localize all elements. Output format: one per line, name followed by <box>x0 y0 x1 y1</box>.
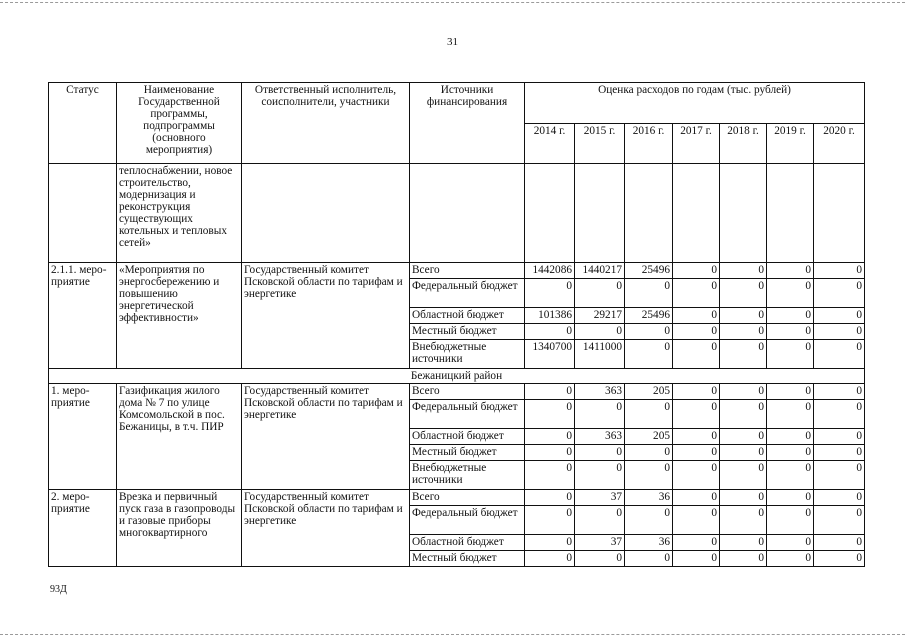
source-cell: Местный бюджет <box>410 551 525 567</box>
value-cell: 0 <box>525 490 575 506</box>
value-cell: 0 <box>767 506 814 535</box>
source-cell: Областной бюджет <box>410 429 525 445</box>
source-cell: Внебюджетные источники <box>410 340 525 369</box>
value-cell: 37 <box>575 490 625 506</box>
value-cell: 25496 <box>625 263 673 279</box>
value-cell: 0 <box>673 535 720 551</box>
header-year: 2014 г. <box>525 123 575 164</box>
value-cell: 0 <box>575 445 625 461</box>
header-row <box>49 83 865 124</box>
region-name: Бежаницкий район <box>49 369 865 384</box>
footer-code: 93Д <box>50 584 67 595</box>
value-cell: 0 <box>720 535 767 551</box>
executor-cell: Государственный комитет Псковской области по тарифам и энергетике <box>242 263 410 369</box>
program-name-cell: Газификация жилого дома № 7 по улице Комсомольской в пос. Бежаницы, в т.ч. ПИР <box>117 384 242 490</box>
value-cell: 0 <box>814 461 865 490</box>
source-cell: Федеральный бюджет <box>410 279 525 308</box>
source-cell: Областной бюджет <box>410 308 525 324</box>
executor-cell: Государственный комитет Псковской области по тарифам и энергетике <box>242 490 410 567</box>
header-executor: Ответственный исполнитель, соисполнители, участники <box>242 83 410 164</box>
value-cell: 0 <box>525 324 575 340</box>
value-cell: 0 <box>814 324 865 340</box>
value-cell: 0 <box>625 506 673 535</box>
value-cell: 0 <box>767 535 814 551</box>
continued-executor-cell <box>242 164 410 263</box>
header-status: Статус <box>49 83 117 164</box>
value-cell: 0 <box>525 279 575 308</box>
value-cell: 36 <box>625 490 673 506</box>
value-cell: 0 <box>814 490 865 506</box>
value-cell: 1442086 <box>525 263 575 279</box>
continued-value-cell <box>575 164 625 263</box>
value-cell: 0 <box>720 551 767 567</box>
continued-value-cell <box>625 164 673 263</box>
value-cell: 205 <box>625 429 673 445</box>
value-cell: 0 <box>814 279 865 308</box>
continued-name: теплоснабжении, новое строительство, модернизация и реконструкция существующих котельных и тепловых сетей» <box>117 164 242 263</box>
value-cell: 0 <box>720 308 767 324</box>
source-cell: Местный бюджет <box>410 445 525 461</box>
executor-cell: Государственный комитет Псковской области по тарифам и энергетике <box>242 384 410 490</box>
page-top-edge <box>0 2 905 3</box>
value-cell: 0 <box>814 400 865 429</box>
source-cell: Областной бюджет <box>410 535 525 551</box>
source-cell: Федеральный бюджет <box>410 506 525 535</box>
header-year: 2016 г. <box>625 123 673 164</box>
value-cell: 0 <box>720 445 767 461</box>
value-cell: 0 <box>575 551 625 567</box>
status-cell: 1. меро-приятие <box>49 384 117 490</box>
value-cell: 0 <box>720 279 767 308</box>
value-cell: 0 <box>673 400 720 429</box>
value-cell: 0 <box>720 384 767 400</box>
value-cell: 0 <box>814 384 865 400</box>
header-sources: Источники финансирования <box>410 83 525 164</box>
source-cell: Федеральный бюджет <box>410 400 525 429</box>
continued-value-cell <box>720 164 767 263</box>
value-cell: 0 <box>575 506 625 535</box>
value-cell: 0 <box>673 551 720 567</box>
value-cell: 0 <box>625 340 673 369</box>
value-cell: 37 <box>575 535 625 551</box>
table-row <box>49 263 865 279</box>
value-cell: 0 <box>767 324 814 340</box>
value-cell: 0 <box>814 429 865 445</box>
program-name-cell: Врезка и первичный пуск газа в газопроводы и газовые приборы многоквартирного <box>117 490 242 567</box>
value-cell: 0 <box>673 429 720 445</box>
value-cell: 0 <box>625 400 673 429</box>
page-number: 31 <box>447 36 458 48</box>
header-year: 2018 г. <box>720 123 767 164</box>
page-bottom-edge <box>0 634 905 635</box>
value-cell: 0 <box>720 340 767 369</box>
source-cell: Местный бюджет <box>410 324 525 340</box>
value-cell: 0 <box>525 551 575 567</box>
continued-value-cell <box>673 164 720 263</box>
value-cell: 363 <box>575 429 625 445</box>
value-cell: 0 <box>673 279 720 308</box>
source-cell: Всего <box>410 263 525 279</box>
value-cell: 0 <box>814 551 865 567</box>
value-cell: 363 <box>575 384 625 400</box>
value-cell: 0 <box>625 461 673 490</box>
header-year: 2019 г. <box>767 123 814 164</box>
value-cell: 36 <box>625 535 673 551</box>
value-cell: 0 <box>720 400 767 429</box>
value-cell: 0 <box>720 490 767 506</box>
value-cell: 0 <box>625 279 673 308</box>
value-cell: 0 <box>525 400 575 429</box>
value-cell: 0 <box>575 461 625 490</box>
value-cell: 0 <box>814 263 865 279</box>
value-cell: 0 <box>814 340 865 369</box>
value-cell: 0 <box>767 308 814 324</box>
value-cell: 0 <box>575 279 625 308</box>
value-cell: 29217 <box>575 308 625 324</box>
source-cell: Всего <box>410 490 525 506</box>
continued-value-cell <box>767 164 814 263</box>
value-cell: 0 <box>625 324 673 340</box>
value-cell: 0 <box>673 340 720 369</box>
value-cell: 1340700 <box>525 340 575 369</box>
status-cell: 2. меро-приятие <box>49 490 117 567</box>
value-cell: 0 <box>575 400 625 429</box>
value-cell: 0 <box>767 490 814 506</box>
status-cell: 2.1.1. меро-приятие <box>49 263 117 369</box>
source-cell: Внебюджетные источники <box>410 461 525 490</box>
value-cell: 0 <box>673 384 720 400</box>
program-name-cell: «Мероприятия по энергосбережению и повышению энергетической эффективности» <box>117 263 242 369</box>
value-cell: 0 <box>814 535 865 551</box>
continued-sources-cell <box>410 164 525 263</box>
value-cell: 0 <box>525 461 575 490</box>
value-cell: 0 <box>673 445 720 461</box>
value-cell: 0 <box>720 324 767 340</box>
value-cell: 0 <box>767 400 814 429</box>
header-year: 2020 г. <box>814 123 865 164</box>
value-cell: 0 <box>673 461 720 490</box>
value-cell: 205 <box>625 384 673 400</box>
value-cell: 0 <box>720 506 767 535</box>
value-cell: 0 <box>767 461 814 490</box>
budget-table <box>48 82 865 567</box>
value-cell: 0 <box>767 279 814 308</box>
table-row <box>49 490 865 506</box>
table-row <box>49 384 865 400</box>
value-cell: 0 <box>767 263 814 279</box>
continued-value-cell <box>525 164 575 263</box>
value-cell: 0 <box>673 506 720 535</box>
value-cell: 0 <box>814 308 865 324</box>
value-cell: 0 <box>673 263 720 279</box>
header-name: Наименование Государственной программы, подпрограммы (основного мероприятия) <box>117 83 242 164</box>
header-year: 2015 г. <box>575 123 625 164</box>
value-cell: 0 <box>814 506 865 535</box>
value-cell: 0 <box>625 551 673 567</box>
value-cell: 0 <box>767 340 814 369</box>
value-cell: 0 <box>720 263 767 279</box>
header-year: 2017 г. <box>673 123 720 164</box>
value-cell: 0 <box>575 324 625 340</box>
value-cell: 0 <box>525 506 575 535</box>
value-cell: 0 <box>767 384 814 400</box>
continuation-row <box>49 164 865 263</box>
value-cell: 1411000 <box>575 340 625 369</box>
value-cell: 0 <box>525 535 575 551</box>
value-cell: 0 <box>814 445 865 461</box>
value-cell: 0 <box>720 429 767 445</box>
continued-value-cell <box>814 164 865 263</box>
value-cell: 0 <box>767 551 814 567</box>
continued-status-cell <box>49 164 117 263</box>
value-cell: 25496 <box>625 308 673 324</box>
source-cell: Всего <box>410 384 525 400</box>
value-cell: 101386 <box>525 308 575 324</box>
value-cell: 0 <box>525 429 575 445</box>
value-cell: 1440217 <box>575 263 625 279</box>
value-cell: 0 <box>767 429 814 445</box>
value-cell: 0 <box>673 490 720 506</box>
value-cell: 0 <box>525 445 575 461</box>
value-cell: 0 <box>673 324 720 340</box>
value-cell: 0 <box>673 308 720 324</box>
value-cell: 0 <box>767 445 814 461</box>
value-cell: 0 <box>720 461 767 490</box>
value-cell: 0 <box>625 445 673 461</box>
value-cell: 0 <box>525 384 575 400</box>
region-row <box>49 369 865 384</box>
header-costs: Оценка расходов по годам (тыс. рублей) <box>525 83 865 124</box>
